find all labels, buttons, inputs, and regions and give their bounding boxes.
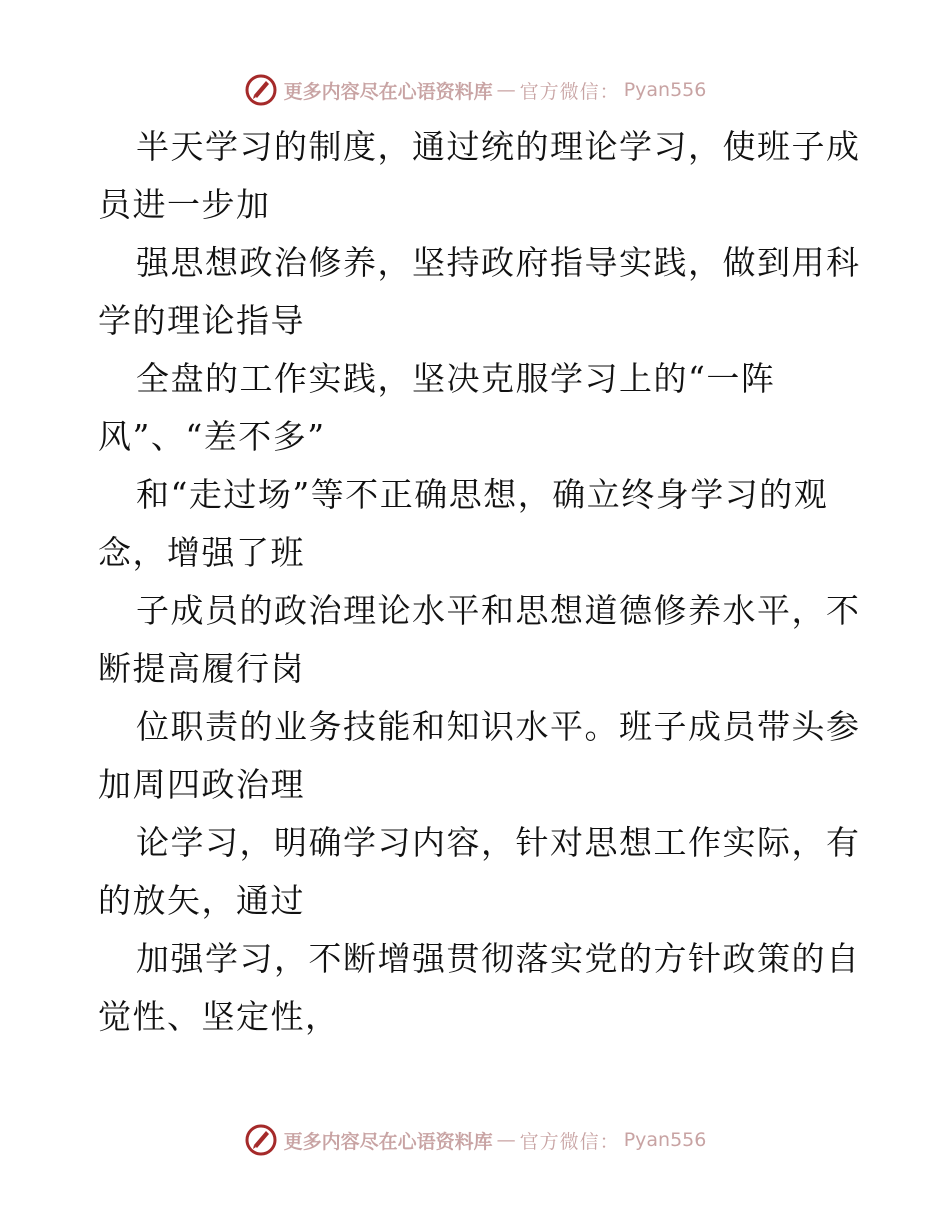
body-line: 位职责的业务技能和知识水平。班子成员带头参 [136, 707, 861, 746]
watermark-wechat-id: Pyan556 [623, 79, 707, 101]
watermark-wechat-id: Pyan556 [623, 1129, 707, 1151]
body-line: 强思想政治修养，坚持政府指导实践，做到用科 [136, 243, 861, 282]
watermark-site-text: 更多内容尽在心语资料库 [283, 1130, 493, 1153]
watermark-site-text: 更多内容尽在心语资料库 [283, 80, 493, 103]
header-watermark [0, 70, 950, 110]
body-line: 加强学习，不断增强贯彻落实党的方针政策的自 [136, 939, 861, 978]
watermark-label: 官方微信： [519, 1130, 620, 1153]
body-line: 子成员的政治理论水平和思想道德修养水平，不 [136, 591, 861, 630]
brand-logo-icon [244, 1123, 278, 1157]
body-line: 论学习，明确学习内容，针对思想工作实际，有 [136, 823, 861, 862]
body-line: 觉性、坚定性， [98, 997, 340, 1036]
body-line: 念，增强了班 [98, 533, 305, 572]
watermark-label: 官方微信： [519, 80, 620, 103]
body-line: 的放矢，通过 [98, 881, 305, 920]
body-line: 员进一步加 [98, 185, 271, 224]
body-line: 学的理论指导 [98, 301, 305, 340]
body-line: 全盘的工作实践，坚决克服学习上的“一阵 [136, 359, 776, 398]
footer-watermark [0, 1120, 950, 1160]
body-line: 断提高履行岗 [98, 649, 305, 688]
brand-logo-icon [244, 73, 278, 107]
document-body [98, 118, 861, 1046]
body-line: 加周四政治理 [98, 765, 305, 804]
body-line: 和“走过场”等不正确思想，确立终身学习的观 [136, 475, 829, 514]
watermark-separator: — [496, 79, 516, 101]
watermark-separator: — [496, 1129, 516, 1151]
body-line: 半天学习的制度，通过统的理论学习，使班子成 [136, 127, 861, 166]
body-line: 风”、“差不多” [98, 417, 326, 456]
